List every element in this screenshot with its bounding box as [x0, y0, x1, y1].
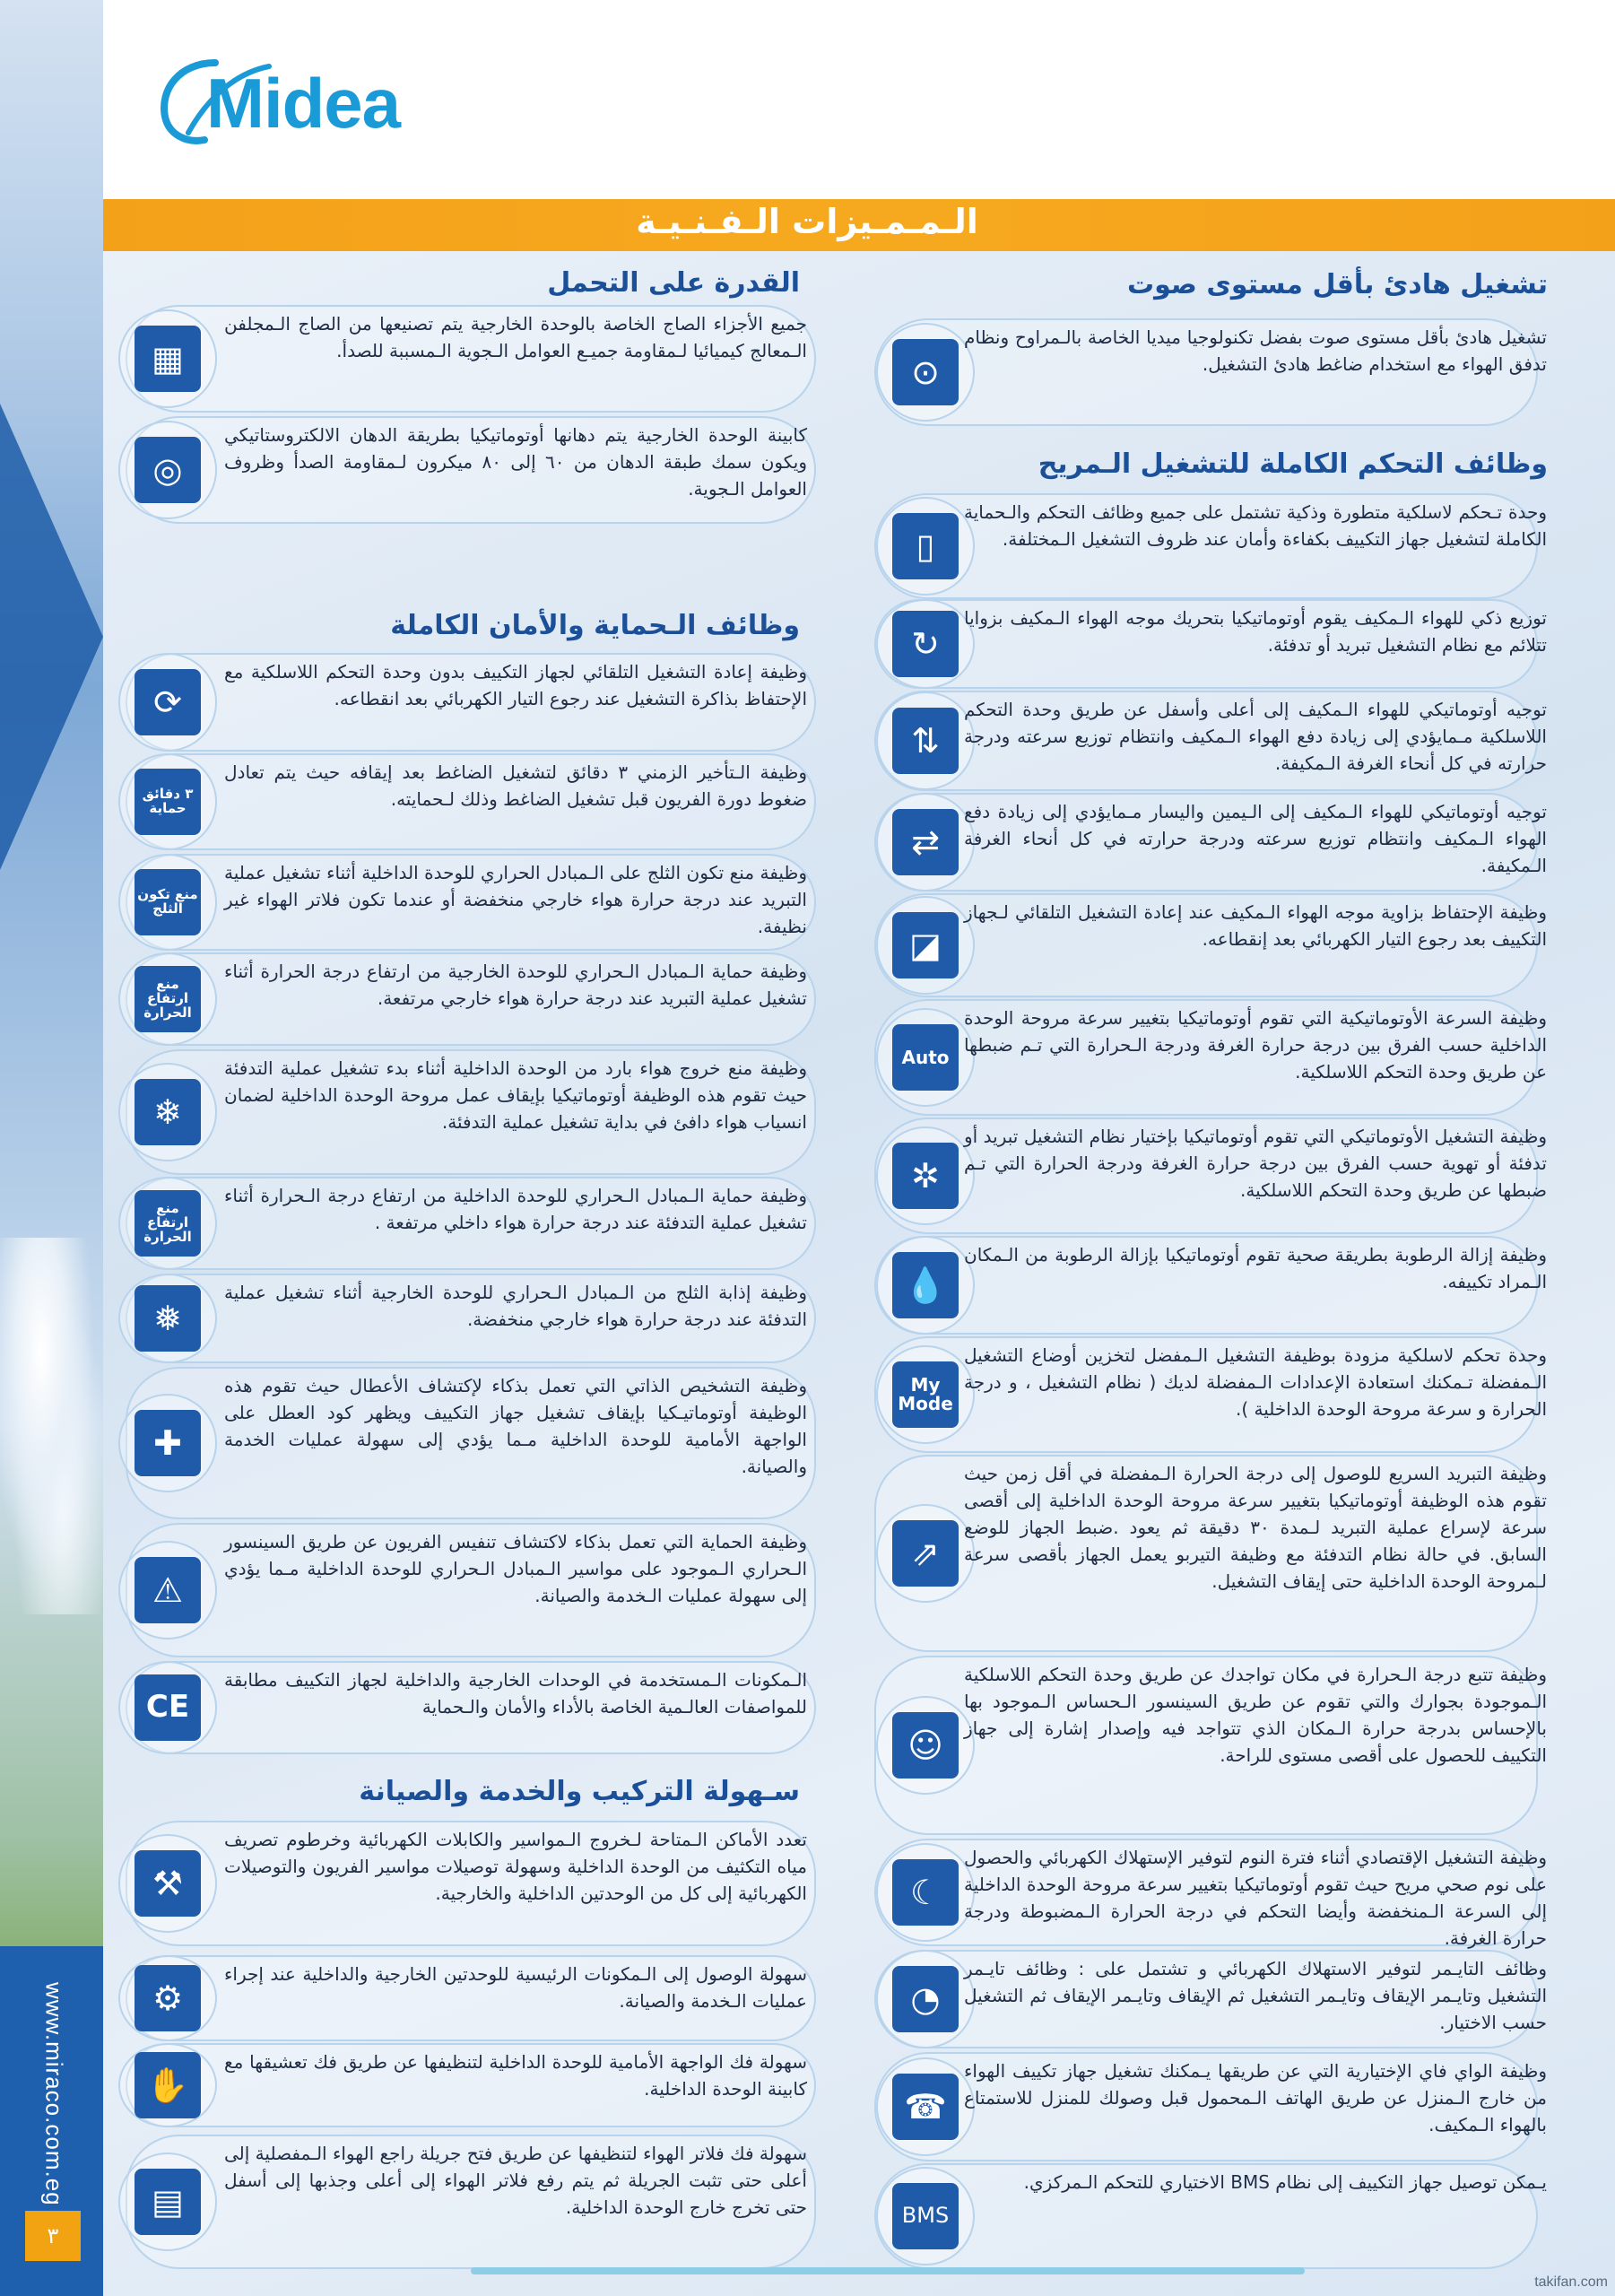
feature-item [874, 999, 1547, 1116]
metal-panel-icon-glyph: ▦ [152, 339, 184, 378]
feature-item [874, 1455, 1547, 1652]
feature-item [126, 1523, 816, 1657]
feature-item [874, 1118, 1547, 1234]
page-title: الـمـمـيزات الـفـنـيـة [636, 202, 978, 241]
follow-me-icon [892, 1712, 959, 1779]
page-number: ٣ [25, 2211, 81, 2261]
feature-item [874, 318, 1547, 426]
feature-text: وظيفة الـتأخير الزمني ٣ دقائق لتشغيل الضاغط بعد إيقافه حيث يتم تعادل ضغوط دورة الفريون قبل تشغيل الضاغط وذلك لـحمايته. [224, 761, 807, 810]
feature-item [874, 1336, 1547, 1453]
remote-control-icon-glyph: ▯ [916, 526, 935, 566]
feature-text: الـمكونات الـمستخدمة في الوحدات الخارجية والداخلية لجهاز التكييف مطابقة للمواصفات العالـمية الخاصة بالأداء والأمان والـحماية [224, 1669, 807, 1718]
feature-text: وظيفة حماية الـمبادل الـحراري للوحدة الداخلية من ارتفاع درجة الـحرارة أثناء تشغيل عملية التدفئة عند درجة حرارة هواء داخلي مرتفعة . [224, 1185, 807, 1233]
feature-text: توجيه أوتوماتيكي للهواء الـمكيف إلى أعلى وأسفل عن طريق وحدة التحكم اللاسلكية مـمايؤدي إلى زيادة دفع الهواء الـمكيف وانتظام توزيع سرعته ودرجة حرارته في كل أنحاء الغرفة الـمكيفة. [964, 699, 1547, 774]
feature-text: وظيفة منع تكون الثلج على الـمبادل الحراري للوحدة الداخلية أثناء تشغيل عملية التبريد عند درجة حرارة هواء خارجي منخفضة أو عندما تكون فلاتر الهواء غير نظيفة. [224, 862, 807, 937]
feature-item [126, 854, 816, 951]
ce-mark-icon: CE [135, 1674, 201, 1741]
installer-icon-glyph: ⚒ [152, 1864, 184, 1903]
vertical-louver-icon [892, 708, 959, 774]
feature-text: وظيفة التشغيل الإقتصادي أثناء فترة النوم لتوفير الإستهلاك الكهربائي والحصول على نوم صحي مريح حيث تقوم أوتوماتيكيا بتغيير سرعة مروحة الوحدة الداخلية إلى السرعة الـمنخفضة وأيضا التحكم في درجة الحرارة الـمضبوطة ودرجة حرارة الغرفة. [964, 1847, 1547, 1949]
ear-db-icon-glyph: ⊙ [911, 352, 940, 392]
feature-item [874, 1236, 1547, 1335]
anti-freeze-icon: منع تكون الثلج [135, 869, 201, 935]
feature-text: وظيفة تتبع درجة الـحرارة في مكان تواجدك عن طريق وحدة التحكم اللاسلكية الـموجودة بجوارك والتي تقوم عن طريق السينسور الـحساس الـموجود بها بالإحساس بدرجة حرارة الـمكان الذي تتواجد فيه وإصدار إشارة إلى جهاز التكييف للحصول على أقصى مستوى للراحة. [964, 1664, 1547, 1766]
feature-text: وظيفة إزالة الرطوبة بطريقة صحية تقوم أوتوماتيكيا بإزالة الرطوبة من الـمكان الـمراد تكييفه. [964, 1244, 1547, 1292]
filter-cleaning-icon [135, 2169, 201, 2235]
wifi-phone-icon-glyph: ☎ [904, 2087, 947, 2126]
feature-text: وظائف التايـمر لتوفير الاستهلاك الكهربائي و تشتمل على : وظائف تايـمر التشغيل وتايـمر الإيقاف وتايـمر التشغيل ثم الإيقاف وتايـمر الإيقاف ثم التشغيل حسب الاختيار. [964, 1958, 1547, 2033]
feature-item [126, 416, 816, 524]
sky-clouds-image [0, 1238, 103, 1614]
feature-text: توجيه أوتوماتيكي للهواء الـمكيف إلى الـيمين واليسار مـمايؤدي إلى زيادة دفع الهواء الـمكيف وانتظام توزيع سرعته ودرجة حرارته في كل أنحاء الغرفة الـمكيفة. [964, 801, 1547, 876]
feature-item [874, 1950, 1547, 2048]
self-diagnosis-icon-glyph: ✚ [153, 1423, 182, 1463]
feature-text: وظيفة إذابة الثلج من الـمبادل الـحراري للوحدة الخارجية أثناء تشغيل عملية التدفئة عند درجة حرارة هواء خارجي منخفضة. [224, 1282, 807, 1330]
feature-text: وظيفة حماية الـمبادل الـحراري للوحدة الخارجية من ارتفاع درجة الحرارة أثناء تشغيل عملية التبريد عند درجة حرارة هواء خارجي مرتفعة. [224, 961, 807, 1009]
midea-logo-text: Midea [206, 64, 401, 143]
anti-cold-air-icon-glyph: ❄ [153, 1092, 182, 1132]
auto-restart-icon-glyph: ⟳ [153, 683, 182, 722]
turbo-icon-glyph: ⇗ [911, 1534, 940, 1573]
refrigerant-leak-icon [135, 1557, 201, 1623]
blue-wedge-decoration [0, 404, 103, 870]
feature-item [126, 2043, 816, 2127]
feature-item [874, 793, 1547, 891]
feature-text: وظيفة السرعة الأوتوماتيكية التي تقوم أوتوماتيكيا بتغيير سرعة مروحة الوحدة الداخلية حسب الفرق بين درجة حرارة الغرفة ودرجة الـحرارة التي تـم ضبطها عن طريق وحدة التحكم اللاسلكية. [964, 1007, 1547, 1083]
metal-panel-icon [135, 326, 201, 392]
feature-item [126, 2135, 816, 2269]
feature-text: سهولة الوصول إلى الـمكونات الرئيسية للوحدتين الخارجية والداخلية عند إجراء عمليات الـخدمة والصيانة. [224, 1963, 807, 2012]
horizontal-louver-icon [892, 809, 959, 875]
follow-me-icon-glyph: ☺ [907, 1726, 943, 1765]
feature-item [874, 691, 1547, 791]
feature-item [126, 1274, 816, 1363]
feature-text: وظيفة منع خروج هواء بارد من الوحدة الداخلية أثناء بدء تشغيل عملية التدفئة حيث تقوم هذه الوظيفة أوتوماتيكيا بإيقاف عمل مروحة الوحدة الداخلية لضمان انسياب هواء دافئ في بداية تشغيل عملية التدفئة. [224, 1057, 807, 1133]
feature-item [126, 1661, 816, 1754]
compressor-delay-icon: ٣ دقائق حماية [135, 769, 201, 835]
auto-mode-icon-glyph: ✲ [911, 1156, 940, 1196]
timer-icon [892, 1966, 959, 2032]
feature-text: وظيفة التبريد السريع للوصول إلى درجة الحرارة الـمفضلة في أقل زمن حيث تقوم هذه الوظيفة أوتوماتيكيا بتغيير سرعة مروحة الوحدة الداخلية إلى أقصى سرعة لإسراع عملية التبريد لـمدة ٣٠ دقيقة ثم يعود .ضبط الجهاز للوضع السابق. في حالة نظام التدفئة مع وظيفة التيربو يعمل الجهاز بأقصى سرعة لـمروحة الوحدة الداخلية حتى إيقاف التشغيل. [964, 1463, 1547, 1592]
anti-cold-air-icon [135, 1079, 201, 1145]
feature-item [874, 2163, 1547, 2269]
feature-text: وظيفة إعادة التشغيل التلقائي لجهاز التكييف بدون وحدة التحكم اللاسلكية مع الإحتفاظ بذاكرة التشغيل عند رجوع التيار الكهربائي بعد انقطاعه. [224, 661, 807, 709]
bottom-decorative-line [471, 2267, 1305, 2274]
horizontal-louver-icon-glyph: ⇄ [911, 822, 940, 862]
feature-item [874, 1839, 1547, 1949]
sleep-mode-icon-glyph: ☾ [909, 1873, 942, 1912]
feature-text: وحدة تحكم لاسلكية مزودة بوظيفة التشغيل الـمفضل لتخزين أوضاع التشغيل الـمفضلة تـمكنك استعادة الإعدادات الـمفضلة لديك ( نظام التشغيل ، و درجة الحرارة و سرعة مروحة الوحدة الداخلية ). [964, 1344, 1547, 1420]
wifi-phone-icon [892, 2074, 959, 2140]
feature-item [126, 952, 816, 1046]
feature-item [126, 1367, 816, 1519]
section-title-protection: وظائف الـحماية والأمان الكاملة [390, 610, 800, 641]
outdoor-overheat-icon: منع ارتفاع الحرارة [135, 966, 201, 1032]
feature-item [126, 1821, 816, 1946]
bms-icon: BMS [892, 2183, 959, 2249]
watermark: takifan.com [1534, 2274, 1608, 2290]
dehumidify-icon-glyph: 💧 [904, 1265, 947, 1305]
section-title-quiet: تشغيل هادئ بأقل مستوى صوت [1126, 269, 1548, 300]
sleep-mode-icon [892, 1859, 959, 1926]
auto-fan-icon: Auto [892, 1024, 959, 1091]
dehumidify-icon [892, 1252, 959, 1318]
section-title-installation: سـهولة التركيب والخدمة والصيانة [359, 1776, 800, 1807]
louver-memory-icon [892, 912, 959, 978]
panel-removal-icon-glyph: ✋ [146, 2066, 189, 2105]
feature-text: وظيفة الإحتفاظ بزاوية موجه الهواء الـمكيف عند إعادة التشغيل التلقائي لـجهاز التكييف بعد رجوع التيار الكهربائي بعد إنقطاعه. [964, 901, 1547, 950]
feature-item [874, 1656, 1547, 1835]
outdoor-unit-icon [135, 437, 201, 503]
airflow-swing-icon [892, 611, 959, 677]
feature-text: يـمكن توصيل جهاز التكييف إلى نظام BMS الاختياري للتحكم الـمركزي. [1023, 2171, 1547, 2193]
self-diagnosis-icon [135, 1410, 201, 1476]
feature-text: جميع الأجزاء الصاج الخاصة بالوحدة الخارجية يتم تصنيعها من الصاج الـمجلفن الـمعالج كيميائيا لـمقاومة جميـع العوامل الـجوية الـمسببة للصدأ. [224, 313, 807, 361]
panel-removal-icon [135, 2052, 201, 2118]
remote-control-icon [892, 513, 959, 579]
feature-text: سهولة فك فلاتر الهواء لتنظيفها عن طريق فتح جريلة راجع الهواء الـمفصلية إلى أعلى حتى تثبت الجريلة ثم يتم رفع فلاتر الهواء إلى أعلى وجذبها إلى أسفل حتى تخرج خارج الوحدة الداخلية. [224, 2143, 807, 2218]
timer-icon-glyph: ◔ [910, 1979, 941, 2019]
vertical-louver-icon-glyph: ⇅ [911, 721, 940, 761]
louver-memory-icon-glyph: ◪ [909, 926, 942, 965]
auto-mode-icon [892, 1143, 959, 1209]
feature-item [874, 599, 1547, 689]
refrigerant-leak-icon-glyph: ⚠ [152, 1570, 184, 1610]
defrost-icon-glyph: ❅ [153, 1299, 182, 1338]
auto-restart-icon [135, 669, 201, 735]
airflow-swing-icon-glyph: ↻ [911, 624, 940, 664]
feature-item [126, 1049, 816, 1175]
defrost-icon [135, 1285, 201, 1352]
technician-icon-glyph: ⚙ [152, 1979, 184, 2018]
feature-text: تشغيل هادئ بأقل مستوى صوت بفضل تكنولوجيا ميديا الخاصة بالـمراوح ونظام تدفق الهواء مع استخدام ضاغط هادئ التشغيل. [964, 326, 1547, 375]
feature-text: وظيفة الواي فاي الإختيارية التي عن طريقها يـمكنك تشغيل جهاز تكييف الهواء من خارج الـمنزل عن طريق الهاتف الـمحمول قبل وصولك للمنزل للاستمتاع بالهواء الـمكيف. [964, 2060, 1547, 2135]
installer-icon [135, 1850, 201, 1917]
feature-text: وظيفة الحماية التي تعمل بذكاء لاكتشاف تنفيس الفريون عن طريق السينسور الـحراري الـموجود على مواسير الـمبادل الـحراري للوحدة الداخلية مـما يؤدي إلى سهولة عمليات الـخدمة والصيانة. [224, 1531, 807, 1606]
turbo-icon [892, 1520, 959, 1587]
left-decorative-strip [0, 0, 103, 2296]
indoor-overheat-icon: منع ارتفاع الحرارة [135, 1190, 201, 1257]
website-url[interactable]: www.miraco.com.eg [40, 1982, 68, 2206]
feature-item [874, 493, 1547, 599]
ear-db-icon [892, 339, 959, 405]
outdoor-unit-icon-glyph: ◎ [152, 450, 183, 490]
feature-text: وظيفة التشغيل الأوتوماتيكي التي تقوم أوتوماتيكيا بإختيار نظام التشغيل تبريد أو تدفئة أو تهوية حسب الفرق بين درجة حرارة الغرفة ودرجة الحرارة التي تـم ضبطها عن طريق وحدة التحكم اللاسلكية. [964, 1126, 1547, 1201]
feature-text: وظيفة التشخيص الذاتي التي تعمل بذكاء لإكتشاف الأعطال حيث تقوم هذه الوظيفة أوتوماتيـكيا بإيقاف تشغيل جهاز التكييف ويظهر كود العطل على الواجهة الأمامية للوحدة الداخلية مـما يؤدي إلى سهولة عمليات الخدمة والصيانة. [224, 1375, 807, 1477]
feature-text: وحدة تـحكم لاسلكية متطورة وذكية تشتمل على جميع وظائف التحكم والـحماية الكاملة لتشغيل جهاز التكييف بكفاءة وأمان عند ظروف التشغيل الـمختلفة. [964, 501, 1547, 550]
feature-item [126, 1177, 816, 1270]
section-title-durability: القدرة على التحمل [547, 267, 800, 299]
filter-cleaning-icon-glyph: ▤ [152, 2182, 184, 2222]
feature-text: سهولة فك الواجهة الأمامية للوحدة الداخلية لتنظيفها عن طريق فك تعشيقها مع كابينة الوحدة الداخلية. [224, 2051, 807, 2100]
feature-text: كابينة الوحدة الخارجية يتم دهانها أوتوماتيكيا بطريقة الدهان الالكتروستاتيكي ويكون سمك طبقة الدهان من ٦٠ إلى ٨٠ ميكرون لـمقاومة الصدأ وظروف العوامل الـجوية. [224, 424, 807, 500]
feature-item [126, 305, 816, 413]
feature-item [126, 753, 816, 850]
feature-item [126, 1955, 816, 2041]
technician-icon [135, 1965, 201, 2031]
feature-item [874, 893, 1547, 997]
my-mode-icon: My Mode [892, 1361, 959, 1428]
feature-item [874, 2052, 1547, 2161]
section-title-control: وظائف التحكم الكاملة للتشغيل الـمريح [1038, 448, 1548, 480]
feature-item [126, 653, 816, 752]
feature-text: توزيع ذكي للهواء الـمكيف يقوم أوتوماتيكيا بتحريك موجه الهواء الـمكيف بزوايا تتلائم مع نظام التشغيل تبريد أو تدفئة. [964, 607, 1547, 656]
feature-text: تعدد الأماكن الـمتاحة لـخروج الـمواسير والكابلات الكهربائية وخرطوم تصريف مياه التكثيف من الوحدة الداخلية وسهولة توصيلات مواسير الفريون والتوصيلات الكهربائية إلى كل من الوحدتين الداخلية والخارجية. [224, 1829, 807, 1904]
